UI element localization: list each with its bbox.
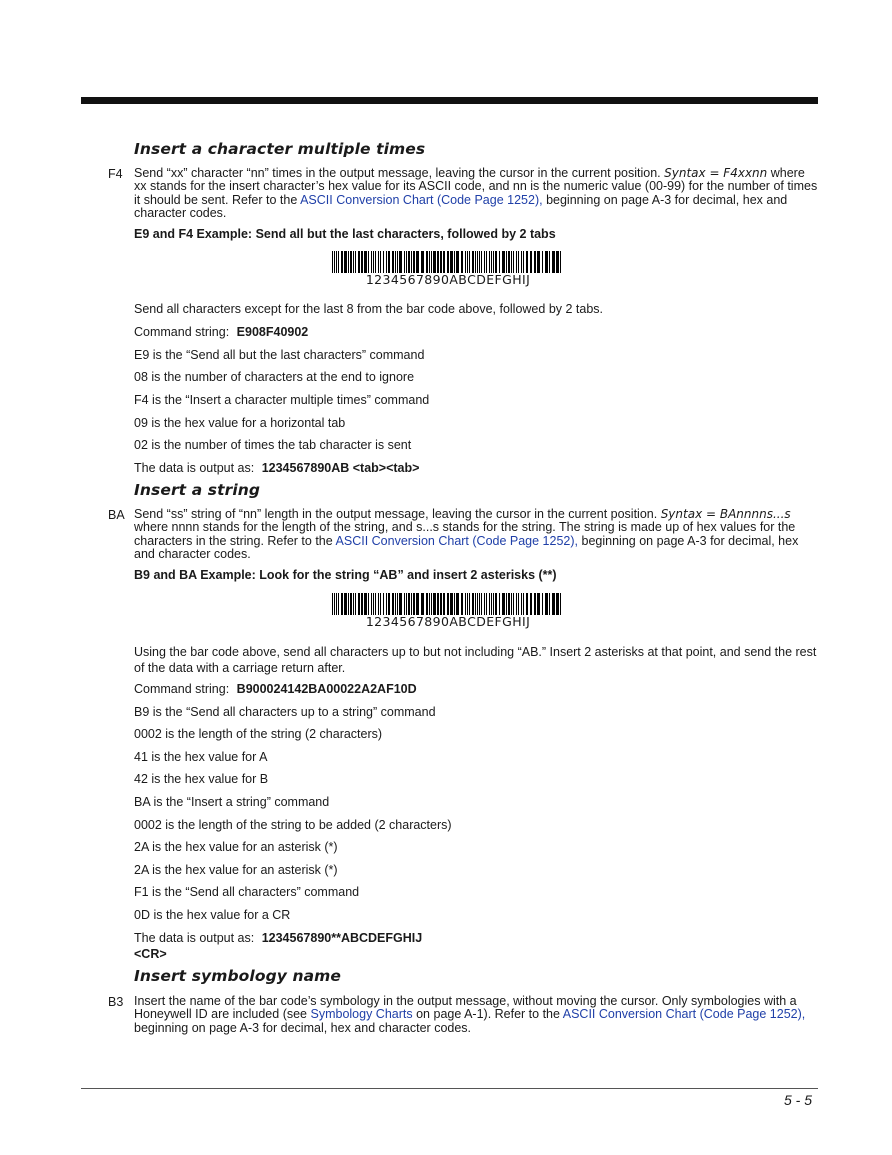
- ascii-chart-link[interactable]: ASCII Conversion Chart (Code Page 1252),: [335, 533, 579, 548]
- section-heading: Insert a string: [134, 481, 261, 499]
- section-description: [134, 167, 818, 221]
- section-description: [134, 995, 818, 1035]
- page-number: 5 - 5: [783, 1092, 812, 1108]
- explanation-line: 0002 is the length of the string (2 characters): [134, 727, 383, 741]
- explanation-line: 41 is the hex value for A: [134, 750, 268, 764]
- explanation-line: B9 is the “Send all characters up to a string” command: [134, 705, 436, 719]
- description-text: beginning on page A-3 for decimal, hex and character codes.: [134, 1020, 472, 1035]
- description-text: where nnnn stands for the length of the string, and s...s stands for the string. The string is made up of hex values for the characters in the string. Refer to the: [134, 520, 796, 548]
- syntax-text: Syntax = F4xxnn: [664, 166, 768, 180]
- description-text: Send “ss” string of “nn” length in the output message, leaving the cursor in the current position.: [134, 507, 658, 521]
- command-string: [134, 682, 417, 696]
- header-rule: [81, 97, 818, 104]
- explanation-line: 09 is the hex value for a horizontal tab: [134, 416, 346, 430]
- syntax-text: Syntax = BAnnnns...s: [660, 507, 791, 521]
- barcode-label: 1234567890ABCDEFGHIJ: [365, 272, 531, 287]
- description-text: beginning on page A-3 for decimal, hex and character codes.: [134, 533, 799, 562]
- example-title: B9 and BA Example: Look for the string “AB” and insert 2 asterisks (**): [134, 568, 557, 582]
- explanation-line: F1 is the “Send all characters” command: [134, 885, 360, 899]
- command-code: B3: [108, 995, 124, 1009]
- explanation-line: 08 is the number of characters at the end to ignore: [134, 370, 415, 384]
- explanation-line: 2A is the hex value for an asterisk (*): [134, 840, 338, 854]
- command-string: [134, 325, 308, 339]
- output-value: 1234567890AB <tab><tab>: [261, 461, 420, 475]
- barcode-image: [332, 251, 564, 287]
- output-line: [134, 931, 422, 945]
- ascii-chart-link[interactable]: ASCII Conversion Chart (Code Page 1252),: [300, 192, 543, 207]
- footer-rule: [81, 1088, 818, 1089]
- barcode-image: [332, 593, 564, 629]
- barcode-bars: [332, 251, 564, 273]
- section-heading: Insert symbology name: [134, 967, 342, 985]
- explanation-line: E9 is the “Send all but the last characters” command: [134, 348, 425, 362]
- explanation-line: BA is the “Insert a string” command: [134, 795, 330, 809]
- description-text: Send “xx” character “nn” times in the output message, leaving the cursor in the current position.: [134, 166, 661, 180]
- output-label: The data is output as:: [134, 931, 255, 945]
- explanation-line: 0002 is the length of the string to be added (2 characters): [134, 818, 452, 832]
- explanation-line: F4 is the “Insert a character multiple times” command: [134, 393, 430, 407]
- command-string-label: Command string:: [134, 682, 230, 696]
- output-line: [134, 461, 419, 475]
- command-code: BA: [108, 508, 125, 522]
- example-title: E9 and F4 Example: Send all but the last characters, followed by 2 tabs: [134, 227, 556, 241]
- command-string-value: E908F40902: [236, 325, 309, 339]
- description-text: on page A-1). Refer to the: [416, 1007, 560, 1022]
- ascii-chart-link[interactable]: ASCII Conversion Chart (Code Page 1252),: [562, 1007, 806, 1022]
- example-description: Using the bar code above, send all characters up to but not including “AB.” Insert 2 asterisks at that point, and send the rest of the data with a carriage return after.: [134, 645, 817, 675]
- description-text: where xx stands for the insert character’s hex value for its ASCII code, and nn is the numeric value (00-99) for the number of times it should be sent. Refer to the: [134, 166, 818, 207]
- barcode-bars: [332, 593, 564, 615]
- output-value: 1234567890**ABCDEFGHIJ: [261, 931, 423, 945]
- explanation-line: 0D is the hex value for a CR: [134, 908, 291, 922]
- barcode-label: 1234567890ABCDEFGHIJ: [365, 614, 531, 629]
- description-text: Insert the name of the bar code’s symbology in the output message, without moving the cursor. Only symbologies with a Honeywell ID are included (see: [134, 994, 797, 1022]
- example-description: Send all characters except for the last 8 from the bar code above, followed by 2 tabs.: [134, 302, 604, 316]
- output-value-continued: <CR>: [134, 947, 167, 961]
- explanation-line: 02 is the number of times the tab character is sent: [134, 438, 412, 452]
- description-text: beginning on page A-3 for decimal, hex and character codes.: [134, 192, 788, 221]
- command-string-label: Command string:: [134, 325, 230, 339]
- command-code: F4: [108, 167, 123, 181]
- output-label: The data is output as:: [134, 461, 255, 475]
- section-heading: Insert a character multiple times: [134, 140, 426, 158]
- explanation-line: 2A is the hex value for an asterisk (*): [134, 863, 338, 877]
- symbology-charts-link[interactable]: Symbology Charts: [310, 1007, 413, 1022]
- section-description: [134, 508, 818, 562]
- command-string-value: B900024142BA00022A2AF10D: [236, 682, 417, 696]
- explanation-line: 42 is the hex value for B: [134, 772, 269, 786]
